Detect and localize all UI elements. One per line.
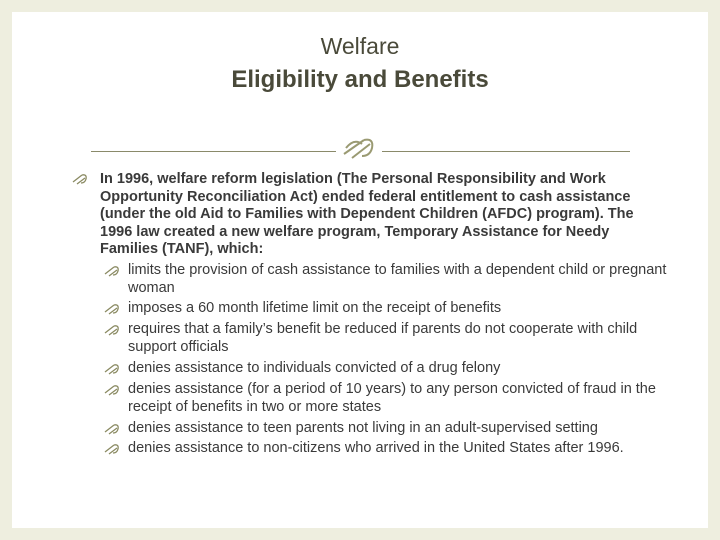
flower-ornament-icon — [340, 134, 380, 162]
title-divider-left — [91, 151, 336, 152]
slide-title: Welfare — [320, 33, 400, 59]
list-item: denies assistance to non-citizens who arrived in the United States after 1996. — [128, 440, 624, 456]
list-item: denies assistance (for a period of 10 years) to any person convicted of fraud in the receipt of benefits in two or more states — [128, 381, 656, 415]
arrow-leaf-bullet-icon — [104, 383, 120, 397]
arrow-leaf-bullet-icon — [104, 302, 120, 316]
list-item: requires that a family’s benefit be reduced if parents do not cooperate with child support officials — [128, 321, 638, 355]
arrow-leaf-bullet-icon — [104, 323, 120, 337]
arrow-leaf-bullet-icon — [104, 442, 120, 456]
arrow-leaf-bullet-icon — [72, 172, 88, 186]
arrow-leaf-bullet-icon — [104, 362, 120, 376]
arrow-leaf-bullet-icon — [104, 422, 120, 436]
slide-subtitle: Eligibility and Benefits — [231, 66, 489, 93]
list-item: limits the provision of cash assistance to families with a dependent child or pregnant woman — [128, 262, 667, 296]
list-item: denies assistance to teen parents not living in an adult-supervised setting — [128, 420, 598, 436]
main-bullet-text: In 1996, welfare reform legislation (The Personal Responsibility and Work Opportunity Reconciliation Act) ended federal entitlement to cash assistance (under the old Aid to Families with Dependent Children (AFDC) program). The 1996 law created a new welfare program, Temporary Assistance for Needy Families (TANF), which: — [100, 171, 634, 258]
list-item: denies assistance to individuals convicted of a drug felony — [128, 360, 501, 376]
list-item: imposes a 60 month lifetime limit on the receipt of benefits — [128, 300, 502, 316]
arrow-leaf-bullet-icon — [104, 264, 120, 278]
title-divider-right — [382, 151, 630, 152]
